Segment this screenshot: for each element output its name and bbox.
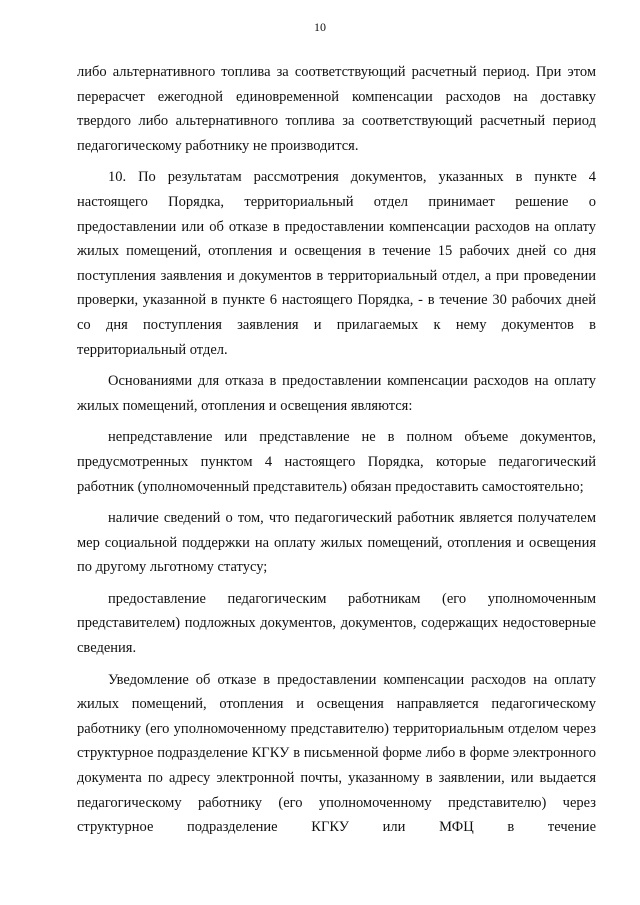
- document-body: [77, 60, 596, 847]
- paragraph-4: непредставление или представление не в полном объеме документов, предусмотренных пунктом 4 настоящего Порядка, которые педагогический работник (уполномоченный представитель) обязан предоставить самостоятельно;: [77, 429, 596, 495]
- page-number: 10: [314, 20, 326, 34]
- paragraph-6: предоставление педагогическим работникам (его уполномоченным представителем) подложных документов, документов, содержащих недостоверные сведения.: [77, 590, 596, 657]
- paragraph-7: Уведомление об отказе в предоставлении компенсации расходов на оплату жилых помещений, отопления и освещения направляется педагогическому работнику (его уполномоченному представителю) территориальным отделом через структурное подразделение КГКУ в письменной форме либо в форме электронного документа по адресу электронной почты, указанному в заявлении, или выдается педагогическому работнику (его уполномоченному представителю) через структурное подразделение КГКУ или МФЦ в течение: [77, 671, 596, 836]
- paragraph-5: наличие сведений о том, что педагогический работник является получателем мер социальной поддержки на оплату жилых помещений, отопления и освещения по другому льготному статусу;: [77, 510, 596, 576]
- paragraph-2: 10. По результатам рассмотрения документов, указанных в пункте 4 настоящего Порядка, территориальный отдел принимает решение о предоставлении или об отказе в предоставлении компенсации расходов на оплату жилых помещений, отопления и освещения в течение 15 рабочих дней со дня поступления заявления и документов в территориальный отдел, а при проведении проверки, указанной в пункте 6 настоящего Порядка, - в течение 30 рабочих дней со дня поступления заявления и прилагаемых к нему документов в территориальный отдел.: [77, 169, 596, 358]
- paragraph-1: либо альтернативного топлива за соответствующий расчетный период. При этом перерасчет ежегодной единовременной компенсации расходов на доставку твердого либо альтернативного топлива за соответствующий расчетный период педагогическому работнику не производится.: [77, 64, 596, 154]
- paragraph-3: Основаниями для отказа в предоставлении компенсации расходов на оплату жилых помещений, отопления и освещения являются:: [77, 373, 596, 414]
